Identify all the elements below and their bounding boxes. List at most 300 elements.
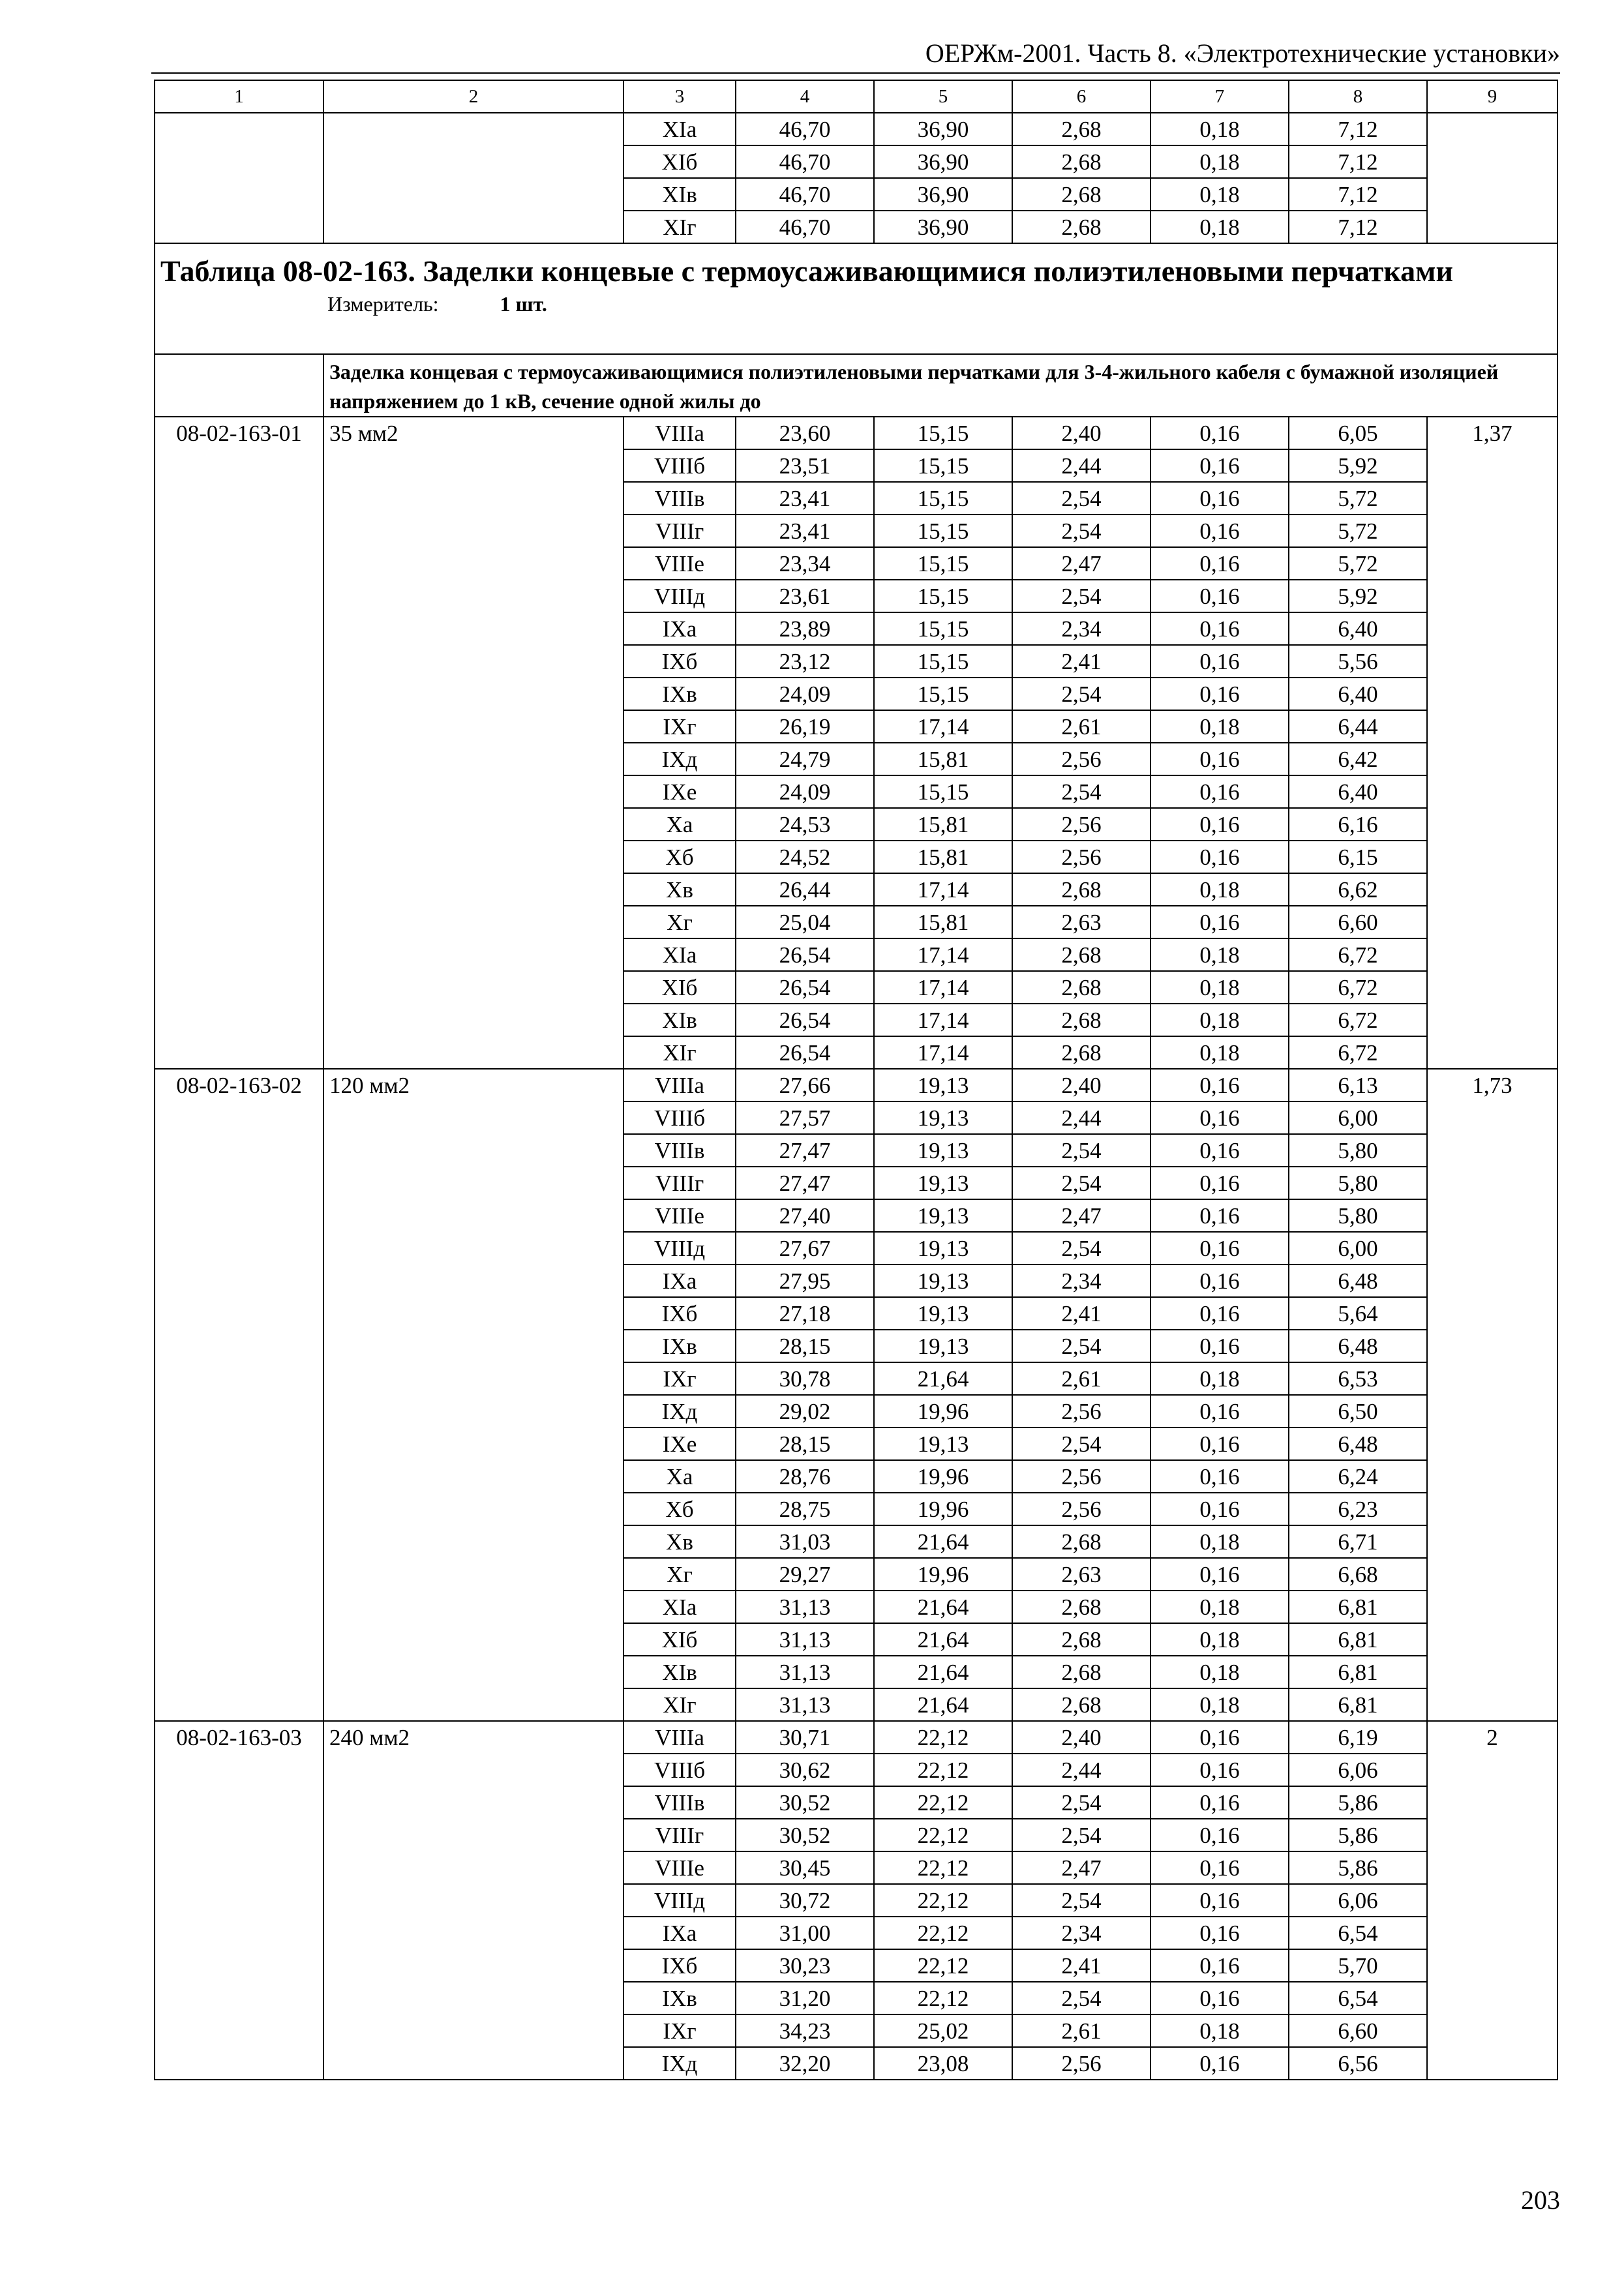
value-cell: 0,16 (1150, 1134, 1289, 1167)
value-cell: 6,54 (1289, 1982, 1427, 2014)
value-cell: 2,54 (1012, 1232, 1150, 1264)
value-cell: 34,23 (736, 2014, 874, 2047)
value-cell: 6,15 (1289, 841, 1427, 873)
value-cell: 26,54 (736, 1036, 874, 1069)
value-cell: 0,18 (1150, 1362, 1289, 1395)
zone-cell: VIIIв (624, 1786, 736, 1819)
zone-cell: Xб (624, 1493, 736, 1525)
value-cell: 6,68 (1289, 1558, 1427, 1591)
value-cell: 2,47 (1012, 547, 1150, 580)
table-row (155, 1069, 1557, 1101)
value-cell: 2,41 (1012, 1297, 1150, 1330)
value-cell: 0,16 (1150, 1917, 1289, 1949)
value-cell: 23,41 (736, 515, 874, 547)
zone-cell: XIа (624, 938, 736, 971)
value-cell: 22,12 (874, 1851, 1012, 1884)
value-cell: 6,16 (1289, 808, 1427, 841)
zone-cell: IXа (624, 612, 736, 645)
value-cell: 0,16 (1150, 1982, 1289, 2014)
empty-rate-cell (1427, 113, 1557, 243)
empty-code-cell (155, 113, 323, 243)
value-cell: 0,16 (1150, 449, 1289, 482)
value-cell: 46,70 (736, 178, 874, 211)
value-cell: 2,61 (1012, 710, 1150, 743)
value-cell: 0,16 (1150, 580, 1289, 612)
value-cell: 6,44 (1289, 710, 1427, 743)
page-header-title: ОЕРЖм-2001. Часть 8. «Электротехнические установки» (925, 38, 1560, 68)
value-cell: 0,18 (1150, 113, 1289, 145)
value-cell: 2,68 (1012, 145, 1150, 178)
zone-cell: Xг (624, 906, 736, 938)
description-row (155, 354, 1557, 417)
value-cell: 2,68 (1012, 1525, 1150, 1558)
value-cell: 17,14 (874, 1004, 1012, 1036)
value-cell: 19,13 (874, 1428, 1012, 1460)
table-title: Таблица 08-02-163. Заделки концевые с термоусаживающимися полиэтиленовыми перчатками (160, 254, 1454, 288)
value-cell: 2,54 (1012, 1167, 1150, 1199)
zone-cell: VIIIе (624, 1199, 736, 1232)
value-cell: 2,47 (1012, 1851, 1150, 1884)
value-cell: 23,61 (736, 580, 874, 612)
value-cell: 31,13 (736, 1688, 874, 1721)
zone-cell: IXд (624, 2047, 736, 2080)
value-cell: 36,90 (874, 113, 1012, 145)
value-cell: 2,68 (1012, 873, 1150, 906)
value-cell: 0,16 (1150, 1460, 1289, 1493)
zone-cell: VIIIа (624, 1721, 736, 1754)
value-cell: 46,70 (736, 211, 874, 243)
value-cell: 6,54 (1289, 1917, 1427, 1949)
value-cell: 6,81 (1289, 1656, 1427, 1688)
value-cell: 27,47 (736, 1134, 874, 1167)
value-cell: 21,64 (874, 1362, 1012, 1395)
value-cell: 0,16 (1150, 906, 1289, 938)
zone-cell: VIIIг (624, 1167, 736, 1199)
unit-value: 1 шт. (500, 292, 547, 316)
value-cell: 19,96 (874, 1558, 1012, 1591)
value-cell: 2,54 (1012, 1819, 1150, 1851)
value-cell: 15,15 (874, 775, 1012, 808)
value-cell: 17,14 (874, 938, 1012, 971)
value-cell: 30,72 (736, 1884, 874, 1917)
value-cell: 0,18 (1150, 971, 1289, 1004)
zone-cell: VIIIе (624, 547, 736, 580)
value-cell: 7,12 (1289, 211, 1427, 243)
value-cell: 6,05 (1289, 417, 1427, 449)
value-cell: 6,71 (1289, 1525, 1427, 1558)
value-cell: 28,75 (736, 1493, 874, 1525)
column-number: 1 (155, 80, 323, 113)
value-cell: 30,52 (736, 1819, 874, 1851)
value-cell: 6,42 (1289, 743, 1427, 775)
zone-cell: IXб (624, 1297, 736, 1330)
value-cell: 0,18 (1150, 2014, 1289, 2047)
value-cell: 23,12 (736, 645, 874, 678)
rates-table (154, 80, 1558, 2080)
value-cell: 27,57 (736, 1101, 874, 1134)
value-cell: 0,16 (1150, 1786, 1289, 1819)
value-cell: 6,06 (1289, 1754, 1427, 1786)
value-cell: 2,41 (1012, 645, 1150, 678)
value-cell: 19,96 (874, 1460, 1012, 1493)
value-cell: 6,00 (1289, 1232, 1427, 1264)
value-cell: 2,56 (1012, 1395, 1150, 1428)
value-cell: 7,12 (1289, 113, 1427, 145)
value-cell: 0,16 (1150, 1264, 1289, 1297)
value-cell: 0,16 (1150, 1330, 1289, 1362)
value-cell: 5,80 (1289, 1167, 1427, 1199)
value-cell: 2,44 (1012, 1754, 1150, 1786)
value-cell: 26,19 (736, 710, 874, 743)
value-cell: 0,16 (1150, 678, 1289, 710)
value-cell: 24,09 (736, 678, 874, 710)
table-row (155, 417, 1557, 449)
rate-value: 1,73 (1427, 1069, 1557, 1721)
table-row (155, 113, 1557, 145)
value-cell: 6,40 (1289, 678, 1427, 710)
zone-cell: XIв (624, 1004, 736, 1036)
value-cell: 17,14 (874, 710, 1012, 743)
zone-cell: Xг (624, 1558, 736, 1591)
value-cell: 28,76 (736, 1460, 874, 1493)
value-cell: 22,12 (874, 1949, 1012, 1982)
value-cell: 30,78 (736, 1362, 874, 1395)
value-cell: 22,12 (874, 1884, 1012, 1917)
value-cell: 15,81 (874, 743, 1012, 775)
zone-cell: XIг (624, 1688, 736, 1721)
zone-cell: IXе (624, 1428, 736, 1460)
zone-cell: Xа (624, 1460, 736, 1493)
value-cell: 2,56 (1012, 743, 1150, 775)
value-cell: 28,15 (736, 1428, 874, 1460)
zone-cell: VIIIб (624, 1101, 736, 1134)
zone-cell: IXг (624, 710, 736, 743)
value-cell: 2,54 (1012, 1884, 1150, 1917)
value-cell: 2,54 (1012, 1330, 1150, 1362)
zone-cell: VIIIб (624, 449, 736, 482)
zone-cell: IXв (624, 678, 736, 710)
value-cell: 2,61 (1012, 1362, 1150, 1395)
value-cell: 0,16 (1150, 1493, 1289, 1525)
value-cell: 15,15 (874, 645, 1012, 678)
table-title-row (155, 243, 1557, 354)
rate-code: 08-02-163-02 (155, 1069, 323, 1721)
zone-cell: VIIIв (624, 1134, 736, 1167)
value-cell: 2,68 (1012, 938, 1150, 971)
value-cell: 30,52 (736, 1786, 874, 1819)
value-cell: 27,47 (736, 1167, 874, 1199)
value-cell: 5,92 (1289, 449, 1427, 482)
value-cell: 7,12 (1289, 145, 1427, 178)
value-cell: 23,60 (736, 417, 874, 449)
cable-section: 35 мм2 (323, 417, 624, 1069)
cable-section: 240 мм2 (323, 1721, 624, 2080)
value-cell: 26,54 (736, 1004, 874, 1036)
column-number: 5 (874, 80, 1012, 113)
value-cell: 6,81 (1289, 1688, 1427, 1721)
table-title-cell (155, 243, 1557, 354)
value-cell: 27,67 (736, 1232, 874, 1264)
value-cell: 15,81 (874, 841, 1012, 873)
value-cell: 0,18 (1150, 1688, 1289, 1721)
value-cell: 0,18 (1150, 145, 1289, 178)
value-cell: 26,44 (736, 873, 874, 906)
value-cell: 2,56 (1012, 1493, 1150, 1525)
value-cell: 19,13 (874, 1199, 1012, 1232)
value-cell: 2,56 (1012, 841, 1150, 873)
value-cell: 23,51 (736, 449, 874, 482)
zone-cell: Xв (624, 1525, 736, 1558)
value-cell: 5,72 (1289, 547, 1427, 580)
value-cell: 46,70 (736, 113, 874, 145)
value-cell: 0,16 (1150, 1949, 1289, 1982)
value-cell: 7,12 (1289, 178, 1427, 211)
value-cell: 2,54 (1012, 580, 1150, 612)
value-cell: 2,68 (1012, 1688, 1150, 1721)
value-cell: 2,68 (1012, 1036, 1150, 1069)
value-cell: 30,71 (736, 1721, 874, 1754)
value-cell: 5,56 (1289, 645, 1427, 678)
empty-desc-cell (155, 354, 323, 417)
value-cell: 6,13 (1289, 1069, 1427, 1101)
value-cell: 0,16 (1150, 1232, 1289, 1264)
value-cell: 2,56 (1012, 1460, 1150, 1493)
value-cell: 2,63 (1012, 1558, 1150, 1591)
column-number: 6 (1012, 80, 1150, 113)
value-cell: 2,54 (1012, 1134, 1150, 1167)
zone-cell: Xа (624, 808, 736, 841)
value-cell: 2,68 (1012, 211, 1150, 243)
value-cell: 22,12 (874, 1819, 1012, 1851)
value-cell: 5,86 (1289, 1851, 1427, 1884)
value-cell: 22,12 (874, 1721, 1012, 1754)
value-cell: 2,56 (1012, 808, 1150, 841)
value-cell: 2,68 (1012, 971, 1150, 1004)
value-cell: 0,18 (1150, 938, 1289, 971)
value-cell: 6,60 (1289, 906, 1427, 938)
value-cell: 2,68 (1012, 113, 1150, 145)
value-cell: 19,13 (874, 1167, 1012, 1199)
value-cell: 31,20 (736, 1982, 874, 2014)
value-cell: 0,16 (1150, 1101, 1289, 1134)
value-cell: 27,66 (736, 1069, 874, 1101)
value-cell: 19,96 (874, 1395, 1012, 1428)
zone-cell: IXв (624, 1330, 736, 1362)
value-cell: 2,34 (1012, 1917, 1150, 1949)
value-cell: 6,23 (1289, 1493, 1427, 1525)
value-cell: 2,68 (1012, 1656, 1150, 1688)
value-cell: 15,15 (874, 580, 1012, 612)
value-cell: 2,34 (1012, 1264, 1150, 1297)
value-cell: 5,80 (1289, 1134, 1427, 1167)
value-cell: 0,18 (1150, 710, 1289, 743)
value-cell: 0,18 (1150, 211, 1289, 243)
value-cell: 5,86 (1289, 1786, 1427, 1819)
table-body (155, 80, 1557, 2080)
value-cell: 0,18 (1150, 1591, 1289, 1623)
column-number-row (155, 80, 1557, 113)
value-cell: 31,00 (736, 1917, 874, 1949)
value-cell: 0,16 (1150, 841, 1289, 873)
value-cell: 0,16 (1150, 612, 1289, 645)
unit-label: Измеритель: (327, 292, 439, 316)
value-cell: 15,15 (874, 449, 1012, 482)
value-cell: 0,16 (1150, 1851, 1289, 1884)
value-cell: 0,16 (1150, 1558, 1289, 1591)
value-cell: 2,40 (1012, 1069, 1150, 1101)
value-cell: 6,40 (1289, 612, 1427, 645)
zone-cell: XIа (624, 1591, 736, 1623)
value-cell: 26,54 (736, 938, 874, 971)
value-cell: 0,18 (1150, 1525, 1289, 1558)
value-cell: 27,40 (736, 1199, 874, 1232)
zone-cell: XIг (624, 1036, 736, 1069)
value-cell: 6,72 (1289, 938, 1427, 971)
zone-cell: XIв (624, 1656, 736, 1688)
value-cell: 23,34 (736, 547, 874, 580)
zone-cell: IXг (624, 2014, 736, 2047)
value-cell: 2,54 (1012, 1786, 1150, 1819)
empty-name-cell (323, 113, 624, 243)
value-cell: 31,03 (736, 1525, 874, 1558)
value-cell: 0,16 (1150, 1754, 1289, 1786)
value-cell: 29,27 (736, 1558, 874, 1591)
value-cell: 0,18 (1150, 1004, 1289, 1036)
value-cell: 0,16 (1150, 1395, 1289, 1428)
zone-cell: IXа (624, 1264, 736, 1297)
zone-cell: XIб (624, 971, 736, 1004)
value-cell: 0,16 (1150, 2047, 1289, 2080)
value-cell: 6,06 (1289, 1884, 1427, 1917)
zone-cell: Xв (624, 873, 736, 906)
zone-cell: VIIIг (624, 515, 736, 547)
zone-cell: VIIIа (624, 1069, 736, 1101)
value-cell: 30,45 (736, 1851, 874, 1884)
value-cell: 0,16 (1150, 808, 1289, 841)
value-cell: 6,48 (1289, 1264, 1427, 1297)
value-cell: 6,48 (1289, 1428, 1427, 1460)
value-cell: 0,18 (1150, 178, 1289, 211)
column-number: 7 (1150, 80, 1289, 113)
value-cell: 19,13 (874, 1069, 1012, 1101)
value-cell: 5,92 (1289, 580, 1427, 612)
value-cell: 36,90 (874, 145, 1012, 178)
value-cell: 0,18 (1150, 873, 1289, 906)
value-cell: 0,16 (1150, 1884, 1289, 1917)
value-cell: 6,40 (1289, 775, 1427, 808)
value-cell: 2,40 (1012, 1721, 1150, 1754)
header-rule (151, 72, 1560, 74)
value-cell: 30,62 (736, 1754, 874, 1786)
zone-cell: IXа (624, 1917, 736, 1949)
value-cell: 2,61 (1012, 2014, 1150, 2047)
value-cell: 0,16 (1150, 482, 1289, 515)
value-cell: 6,19 (1289, 1721, 1427, 1754)
value-cell: 0,16 (1150, 1069, 1289, 1101)
value-cell: 31,13 (736, 1656, 874, 1688)
value-cell: 21,64 (874, 1525, 1012, 1558)
zone-cell: VIIIд (624, 1884, 736, 1917)
cable-section: 120 мм2 (323, 1069, 624, 1721)
value-cell: 0,16 (1150, 1167, 1289, 1199)
value-cell: 27,18 (736, 1297, 874, 1330)
value-cell: 0,16 (1150, 1721, 1289, 1754)
value-cell: 32,20 (736, 2047, 874, 2080)
value-cell: 15,15 (874, 547, 1012, 580)
value-cell: 0,16 (1150, 743, 1289, 775)
value-cell: 46,70 (736, 145, 874, 178)
value-cell: 6,72 (1289, 1036, 1427, 1069)
value-cell: 22,12 (874, 1982, 1012, 2014)
value-cell: 0,16 (1150, 775, 1289, 808)
value-cell: 19,13 (874, 1134, 1012, 1167)
value-cell: 2,68 (1012, 1623, 1150, 1656)
zone-cell: XIв (624, 178, 736, 211)
value-cell: 0,16 (1150, 645, 1289, 678)
value-cell: 19,13 (874, 1101, 1012, 1134)
value-cell: 0,18 (1150, 1623, 1289, 1656)
value-cell: 6,72 (1289, 971, 1427, 1004)
value-cell: 15,15 (874, 417, 1012, 449)
zone-cell: XIа (624, 113, 736, 145)
value-cell: 2,68 (1012, 1591, 1150, 1623)
value-cell: 5,80 (1289, 1199, 1427, 1232)
column-number: 2 (323, 80, 624, 113)
page-number: 203 (1521, 2185, 1560, 2215)
column-number: 8 (1289, 80, 1427, 113)
value-cell: 24,79 (736, 743, 874, 775)
value-cell: 0,16 (1150, 1819, 1289, 1851)
zone-cell: XIб (624, 145, 736, 178)
zone-cell: IXе (624, 775, 736, 808)
value-cell: 15,15 (874, 482, 1012, 515)
value-cell: 22,12 (874, 1786, 1012, 1819)
value-cell: 5,64 (1289, 1297, 1427, 1330)
value-cell: 2,54 (1012, 515, 1150, 547)
column-number: 9 (1427, 80, 1557, 113)
value-cell: 2,54 (1012, 1428, 1150, 1460)
value-cell: 23,89 (736, 612, 874, 645)
value-cell: 0,16 (1150, 515, 1289, 547)
value-cell: 5,72 (1289, 482, 1427, 515)
value-cell: 2,44 (1012, 449, 1150, 482)
value-cell: 0,16 (1150, 1297, 1289, 1330)
value-cell: 22,12 (874, 1754, 1012, 1786)
value-cell: 19,13 (874, 1264, 1012, 1297)
value-cell: 17,14 (874, 971, 1012, 1004)
zone-cell: Xб (624, 841, 736, 873)
zone-cell: XIб (624, 1623, 736, 1656)
zone-cell: IXг (624, 1362, 736, 1395)
value-cell: 5,72 (1289, 515, 1427, 547)
value-cell: 2,44 (1012, 1101, 1150, 1134)
value-cell: 36,90 (874, 211, 1012, 243)
value-cell: 30,23 (736, 1949, 874, 1982)
zone-cell: IXд (624, 1395, 736, 1428)
value-cell: 2,54 (1012, 775, 1150, 808)
value-cell: 2,68 (1012, 178, 1150, 211)
value-cell: 6,53 (1289, 1362, 1427, 1395)
value-cell: 23,41 (736, 482, 874, 515)
value-cell: 15,81 (874, 808, 1012, 841)
value-cell: 25,02 (874, 2014, 1012, 2047)
value-cell: 21,64 (874, 1688, 1012, 1721)
zone-cell: VIIIе (624, 1851, 736, 1884)
value-cell: 6,81 (1289, 1623, 1427, 1656)
value-cell: 0,16 (1150, 417, 1289, 449)
value-cell: 15,15 (874, 515, 1012, 547)
rate-value: 2 (1427, 1721, 1557, 2080)
